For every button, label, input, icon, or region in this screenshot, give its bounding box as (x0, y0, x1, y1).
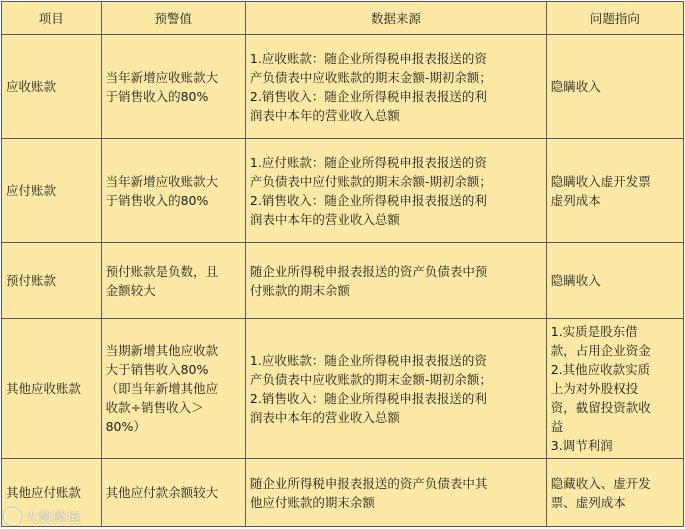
text-line: 2.其他应收款实质 (550, 362, 651, 377)
header-problem-direction: 问题指向 (546, 2, 683, 35)
text-line: 当年新增应收账款大 (105, 173, 219, 189)
text-line: 润表中本年的营业收入总额 (249, 211, 400, 227)
watermark (4, 507, 81, 526)
text-line: 1.应收账款：随企业所得税申报表报送的资 (249, 50, 487, 66)
row-data-source (245, 319, 546, 459)
text-line: 票、虚列成本 (550, 494, 626, 510)
row-data-source (245, 243, 546, 319)
row-item: 其他应收账款 (2, 319, 102, 459)
text-line: 隐瞒收入虚开发票 (550, 173, 651, 189)
text-line: 1.实质是股东借 (550, 324, 638, 339)
text-line: 当期新增其他应收款 (105, 343, 219, 358)
text-line: 2.销售收入：随企业所得税申报表报送的利 (249, 88, 487, 104)
text-line: 上为对外股权投 (550, 381, 639, 396)
text-line: 虚列成本 (550, 192, 601, 208)
text-line: 产负债表中应收账款的期末金额-期初余额； (249, 69, 492, 85)
row-threshold (101, 319, 245, 459)
text-line: 3.调节利润 (550, 438, 613, 453)
text-line: （即当年新增其他应 (105, 381, 219, 396)
row-threshold (101, 459, 245, 527)
text-line: 80%） (105, 419, 146, 434)
text-line: 其他应付款余额较大 (105, 485, 219, 500)
table-row (2, 319, 684, 459)
text-line: 于销售收入的80% (105, 192, 209, 208)
text-line: 润表中本年的营业收入总额 (249, 409, 400, 425)
text-line: 隐藏收入、虚开发 (550, 475, 651, 491)
row-item: 应付账款 (2, 139, 102, 243)
header-data-source: 数据来源 (245, 2, 546, 35)
watermark-logo-icon (4, 508, 21, 525)
row-data-source (245, 139, 546, 243)
text-line: 随企业所得税申报表报送的资产负债表中其 (249, 475, 488, 491)
text-line: 于销售收入的80% (105, 88, 209, 104)
text-line: 隐瞒收入 (550, 79, 601, 94)
row-item: 其他应付账款 (2, 459, 102, 527)
row-problem-direction (546, 35, 683, 139)
table-header-row (2, 2, 684, 35)
text-line: 1.应收账款：随企业所得税申报表报送的资 (249, 352, 487, 368)
row-item: 预付账款 (2, 243, 102, 319)
watermark-text: 大数跨境 (25, 511, 82, 526)
table-row (2, 35, 684, 139)
text-line: 收款÷销售收入＞ (105, 400, 204, 415)
text-line: 产负债表中应收账款的期末金额-期初余额； (249, 371, 492, 387)
row-problem-direction (546, 459, 683, 527)
text-line: 益 (550, 419, 564, 434)
row-problem-direction (546, 139, 683, 243)
row-data-source (245, 35, 546, 139)
text-line: 润表中本年的营业收入总额 (249, 107, 400, 123)
table-row (2, 459, 684, 527)
text-line: 款，占用企业资金 (550, 343, 651, 358)
table-row (2, 243, 684, 319)
table-row (2, 139, 684, 243)
text-line: 资，截留投资款收 (550, 400, 651, 415)
text-line: 他应付账款的期末余额 (249, 494, 375, 510)
row-problem-direction (546, 243, 683, 319)
text-line: 预付账款是负数，且 (105, 263, 219, 279)
row-data-source (245, 459, 546, 527)
text-line: 大于销售收入80% (105, 362, 209, 377)
text-line: 隐瞒收入 (550, 273, 601, 288)
text-line: 金额较大 (105, 282, 156, 298)
text-line: 2.销售收入：随企业所得税申报表报送的利 (249, 390, 487, 406)
text-line: 1.应付账款：随企业所得税申报表报送的资 (249, 154, 487, 170)
row-item: 应收账款 (2, 35, 102, 139)
row-threshold (101, 139, 245, 243)
header-threshold: 预警值 (101, 2, 245, 35)
header-item: 项目 (2, 2, 102, 35)
row-threshold (101, 35, 245, 139)
text-line: 付账款的期末余额 (249, 282, 350, 298)
text-line: 随企业所得税申报表报送的资产负债表中预 (249, 263, 488, 279)
warning-indicator-table (1, 1, 684, 527)
row-problem-direction (546, 319, 683, 459)
text-line: 产负债表中应付账款的期末余额-期初余额； (249, 173, 492, 189)
text-line: 当年新增应收账款大 (105, 69, 219, 85)
text-line: 2.销售收入：随企业所得税申报表报送的利 (249, 192, 487, 208)
row-threshold (101, 243, 245, 319)
